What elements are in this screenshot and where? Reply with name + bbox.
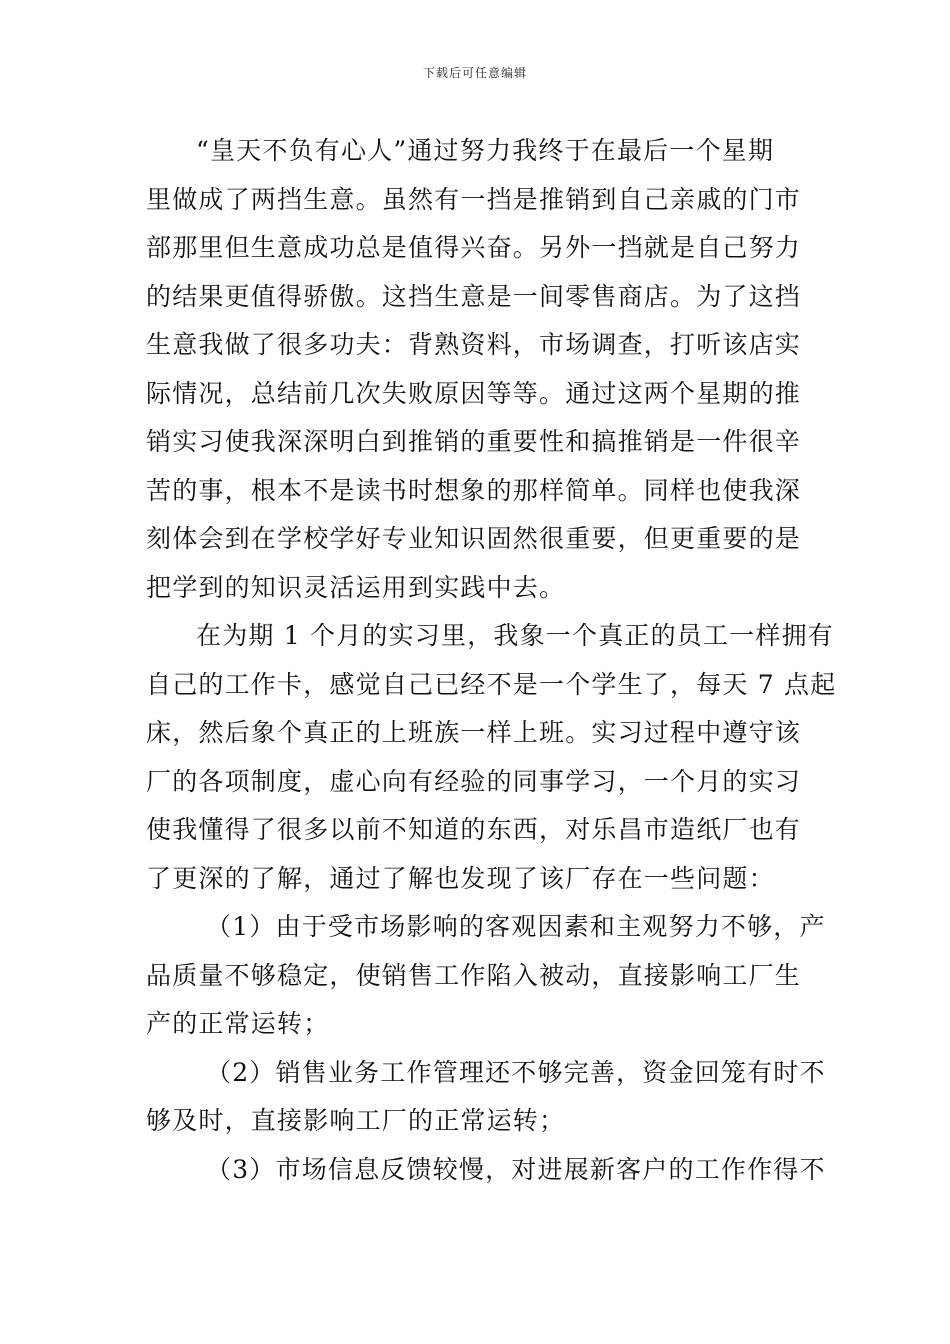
header-note: 下载后可任意编辑 [422,66,527,80]
body-text [146,127,837,1194]
text-line: 床，然后象个真正的上班族一样上班。实习过程中遵守该 [146,718,802,747]
text-line: 厂的各项制度，虚心向有经验的同事学习，一个月的实习 [146,766,802,796]
text-line: 生意我做了很多功夫：背熟资料，市场调查，打听该店实 [146,330,802,359]
text-line: 把学到的知识灵活运用到实践中去。 [146,572,566,602]
text-line: （2）销售业务工作管理还不够完善，资金回笼有时不 [206,1057,826,1087]
text-line: 了更深的了解，通过了解也发现了该厂存在一些问题： [146,863,775,893]
text-line: 产的正常运转； [146,1009,330,1038]
text-line: （3）市场信息反馈较慢，对进展新客户的工作作得不 [206,1154,826,1184]
text-line: 在为期 1 个月的实习里，我象一个真正的员工一样拥有 [196,621,835,650]
text-line: 销实习使我深深明白到推销的重要性和搞推销是一件很辛 [146,427,802,456]
text-line: 的结果更值得骄傲。这挡生意是一间零售商店。为了这挡 [146,281,802,311]
text-line: 刻体会到在学校学好专业知识固然很重要，但更重要的是 [146,524,802,553]
text-line: 部那里但生意成功总是值得兴奋。另外一挡就是自己努力 [146,233,802,262]
text-line: “皇天不负有心人”通过努力我终于在最后一个星期 [196,136,775,165]
text-line: 际情况，总结前几次失败原因等等。通过这两个星期的推 [146,378,802,408]
text-line: 够及时，直接影响工厂的正常运转； [146,1106,566,1135]
text-line: 苦的事，根本不是读书时想象的那样简单。同样也使我深 [146,475,802,505]
text-line: 里做成了两挡生意。虽然有一挡是推销到自己亲戚的门市 [146,184,802,214]
text-line: （1）由于受市场影响的客观因素和主观努力不够，产 [206,912,826,941]
text-line: 品质量不够稳定，使销售工作陷入被动，直接影响工厂生 [146,960,802,990]
text-line: 使我懂得了很多以前不知道的东西，对乐昌市造纸厂也有 [146,815,802,844]
text-line: 自己的工作卡，感觉自己已经不是一个学生了，每天 7 点起 [146,669,837,699]
